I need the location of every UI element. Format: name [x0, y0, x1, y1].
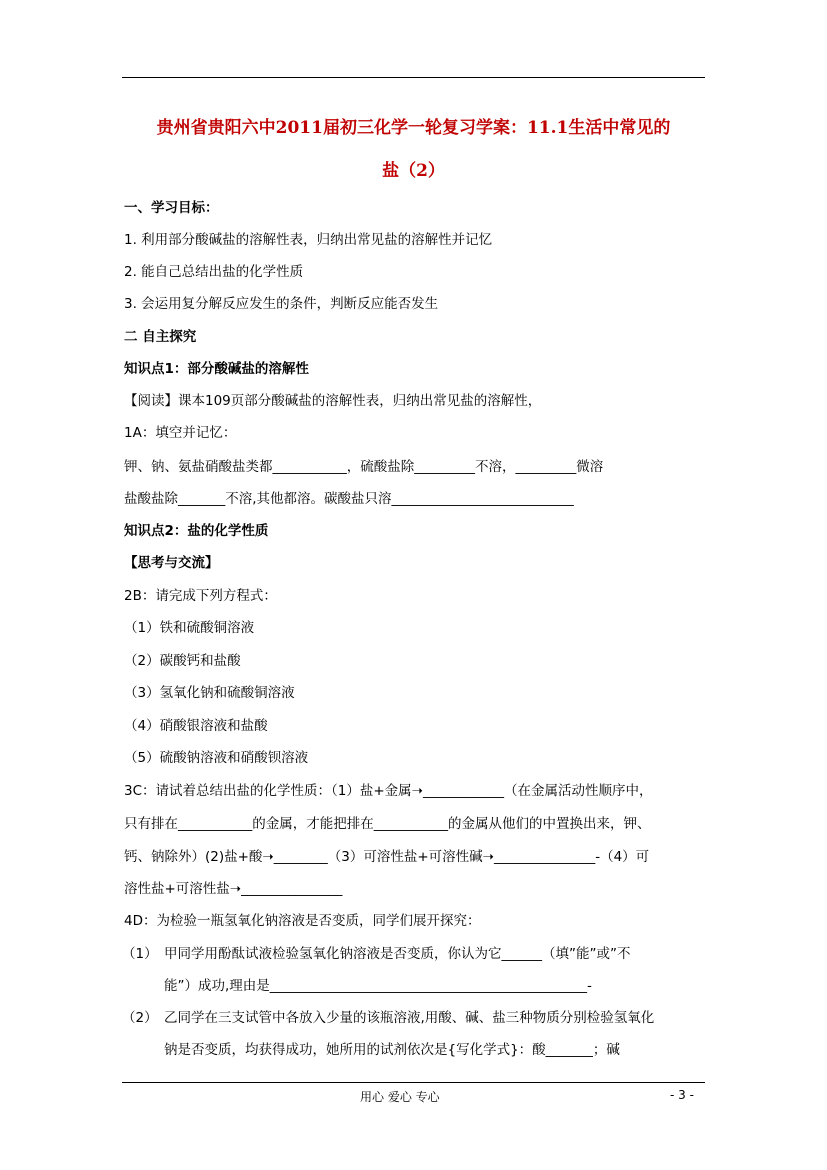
reading-instruction: 【阅读】课本109页部分酸碱盐的溶解性表，归纳出常见盐的溶解性， — [124, 393, 542, 409]
equation-item-2: （2）碳酸钙和盐酸 — [124, 653, 241, 669]
question-1-line-2: 能”）成功,理由是_______________________________________________- — [164, 978, 592, 994]
fill-instruction-1a: 1A：填空并记忆： — [124, 425, 237, 441]
equation-item-1: （1）铁和硫酸铜溶液 — [124, 620, 255, 636]
page-number: - 3 - — [670, 1088, 694, 1102]
document-title-line2: 盐（2） — [382, 161, 445, 181]
salt-properties-line-2: 只有排在___________的金属，才能把排在___________的金属从他们的中置换出来，钾、 — [124, 816, 651, 832]
think-exchange-heading: 【思考与交流】 — [124, 555, 219, 571]
question-2-line-2: 钠是否变质，均获得成功，她所用的试剂依次是{写化学式}：酸_______；碱 — [164, 1042, 620, 1058]
equation-item-5: （5）硫酸钠溶液和硝酸钡溶液 — [124, 750, 309, 766]
goal-item-3: 3. 会运用复分解反应发生的条件，判断反应能否发生 — [124, 296, 439, 312]
knowledge-point-2-heading: 知识点2：盐的化学性质 — [124, 523, 269, 539]
footer-motto: 用心 爱心 专心 — [360, 1090, 440, 1104]
equation-item-3: （3）氢氧化钠和硫酸铜溶液 — [124, 685, 295, 701]
goal-item-2: 2. 能自己总结出盐的化学性质 — [124, 264, 304, 280]
section-learning-goals-heading: 一、学习目标： — [124, 200, 219, 216]
goal-item-1: 1. 利用部分酸碱盐的溶解性表，归纳出常见盐的溶解性并记忆 — [124, 232, 493, 248]
question-1-line-1: 甲同学用酚酞试液检验氢氧化钠溶液是否变质，你认为它______（填”能”或”不 — [164, 946, 631, 962]
salt-properties-line-4: 溶性盐+可溶性盐➝_______________ — [124, 881, 343, 897]
document-title-line1: 贵州省贵阳六中2011届初三化学一轮复习学案：11.1生活中常见的 — [156, 118, 671, 138]
knowledge-point-1-heading: 知识点1：部分酸碱盐的溶解性 — [124, 361, 309, 377]
fill-blank-line-1: 钾、钠、氨盐硝酸盐类都___________，硫酸盐除_________不溶，_________微溶 — [124, 459, 604, 475]
equation-instruction-2b: 2B：请完成下列方程式： — [124, 588, 277, 604]
question-2-number: （2） — [122, 1010, 158, 1026]
salt-properties-line-1: 3C：请试着总结出盐的化学性质：（1）盐+金属➝____________（在金属活动性顺序中， — [124, 783, 653, 799]
section-self-study-heading: 二 自主探究 — [124, 329, 197, 345]
question-2-line-1: 乙同学在三支试管中各放入少量的该瓶溶液,用酸、碱、盐三种物质分别检验氢氧化 — [164, 1010, 655, 1026]
question-1-number: （1） — [122, 946, 158, 962]
salt-properties-line-3: 钙、钠除外）(2)盐+酸➝________（3）可溶性盐+可溶性碱➝_______________-（4）可 — [124, 849, 650, 865]
equation-item-4: （4）硝酸银溶液和盐酸 — [124, 718, 268, 734]
footer-rule — [122, 1082, 705, 1083]
fill-blank-line-2: 盐酸盐除_______不溶,其他都溶。碳酸盐只溶___________________________ — [124, 491, 574, 507]
header-rule — [122, 77, 705, 78]
inquiry-instruction-4d: 4D：为检验一瓶氢氧化钠溶液是否变质，同学们展开探究： — [124, 913, 481, 929]
